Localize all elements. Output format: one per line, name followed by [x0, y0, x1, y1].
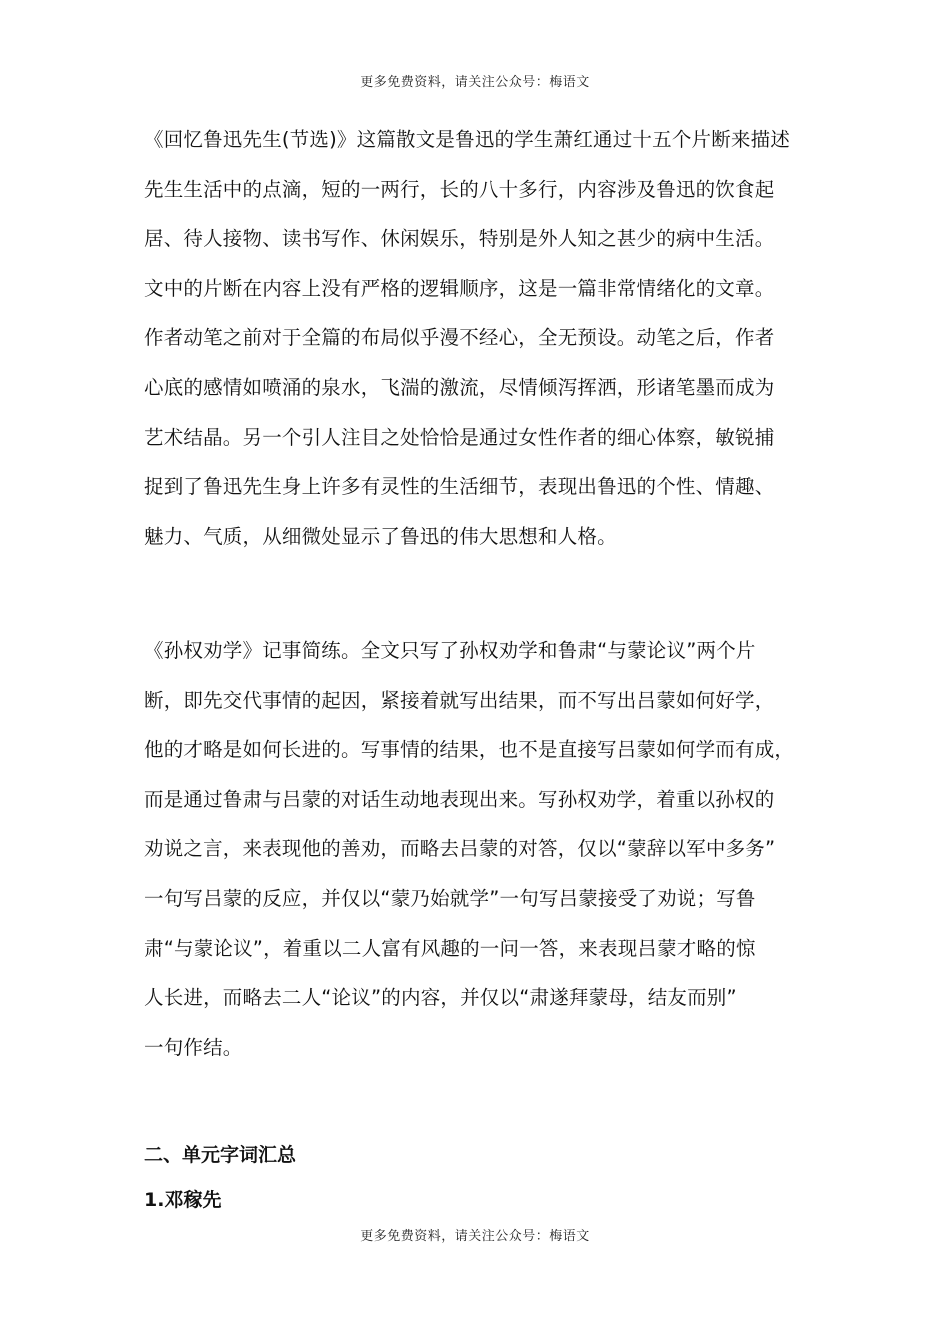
- text-line: 文中的片断在内容上没有严格的逻辑顺序，这是一篇非常情绪化的文章。: [144, 276, 775, 300]
- page-header: 更多免费资料，请关注公众号：梅语文: [360, 75, 590, 90]
- text-line: 捉到了鲁迅先生身上许多有灵性的生活细节，表现出鲁迅的个性、情趣、: [144, 475, 775, 499]
- text-line: 劝说之言，来表现他的善劝，而略去吕蒙的对答，仅以“蒙辞以军中多务”: [144, 837, 776, 861]
- text-line: 《孙权劝学》记事简练。全文只写了孙权劝学和鲁肃“与蒙论议”两个片: [144, 639, 756, 662]
- text-line: 魅力、气质，从细微处显示了鲁迅的伟大思想和人格。: [144, 524, 617, 548]
- text-line: 心底的感情如喷涌的泉水，飞湍的激流，尽情倾泻挥洒，形诸笔墨而成为: [144, 375, 775, 399]
- text-line: 作者动笔之前对于全篇的布局似乎漫不经心，全无预设。动笔之后，作者: [144, 326, 775, 350]
- section-heading: 二、单元字词汇总: [144, 1144, 297, 1166]
- text-line: 断，即先交代事情的起因，紧接着就写出结果，而不写出吕蒙如何好学，: [144, 688, 775, 712]
- text-line: 《回忆鲁迅先生(节选)》这篇散文是鲁迅的学生萧红通过十五个片断来描述: [144, 128, 791, 151]
- text-line: 先生生活中的点滴，短的一两行，长的八十多行，内容涉及鲁迅的饮食起: [144, 177, 775, 201]
- text-line: 肃“与蒙论议”，着重以二人富有风趣的一问一答，来表现吕蒙才略的惊: [144, 936, 756, 960]
- paragraph-sun-quan-quan-xue: [144, 626, 814, 1072]
- text-line: 他的才略是如何长进的。写事情的结果，也不是直接写吕蒙如何学而有成，: [144, 738, 795, 762]
- text-line: 人长进，而略去二人“论议”的内容，并仅以“肃遂拜蒙母，结友而别”: [144, 986, 737, 1010]
- paragraph-memoir-lu-xun: [144, 115, 814, 561]
- subheading: 1.邓稼先: [144, 1189, 222, 1211]
- text-line: 居、待人接物、读书写作、休闲娱乐，特别是外人知之甚少的病中生活。: [144, 227, 775, 251]
- text-line: 一句作结。: [144, 1035, 243, 1059]
- text-line: 艺术结晶。另一个引人注目之处恰恰是通过女性作者的细心体察，敏锐捕: [144, 425, 775, 449]
- page-footer: 更多免费资料，请关注公众号：梅语文: [360, 1229, 590, 1244]
- text-line: 而是通过鲁肃与吕蒙的对话生动地表现出来。写孙权劝学，着重以孙权的: [144, 787, 775, 811]
- text-line: 一句写吕蒙的反应，并仅以“蒙乃始就学”一句写吕蒙接受了劝说；写鲁: [144, 886, 756, 910]
